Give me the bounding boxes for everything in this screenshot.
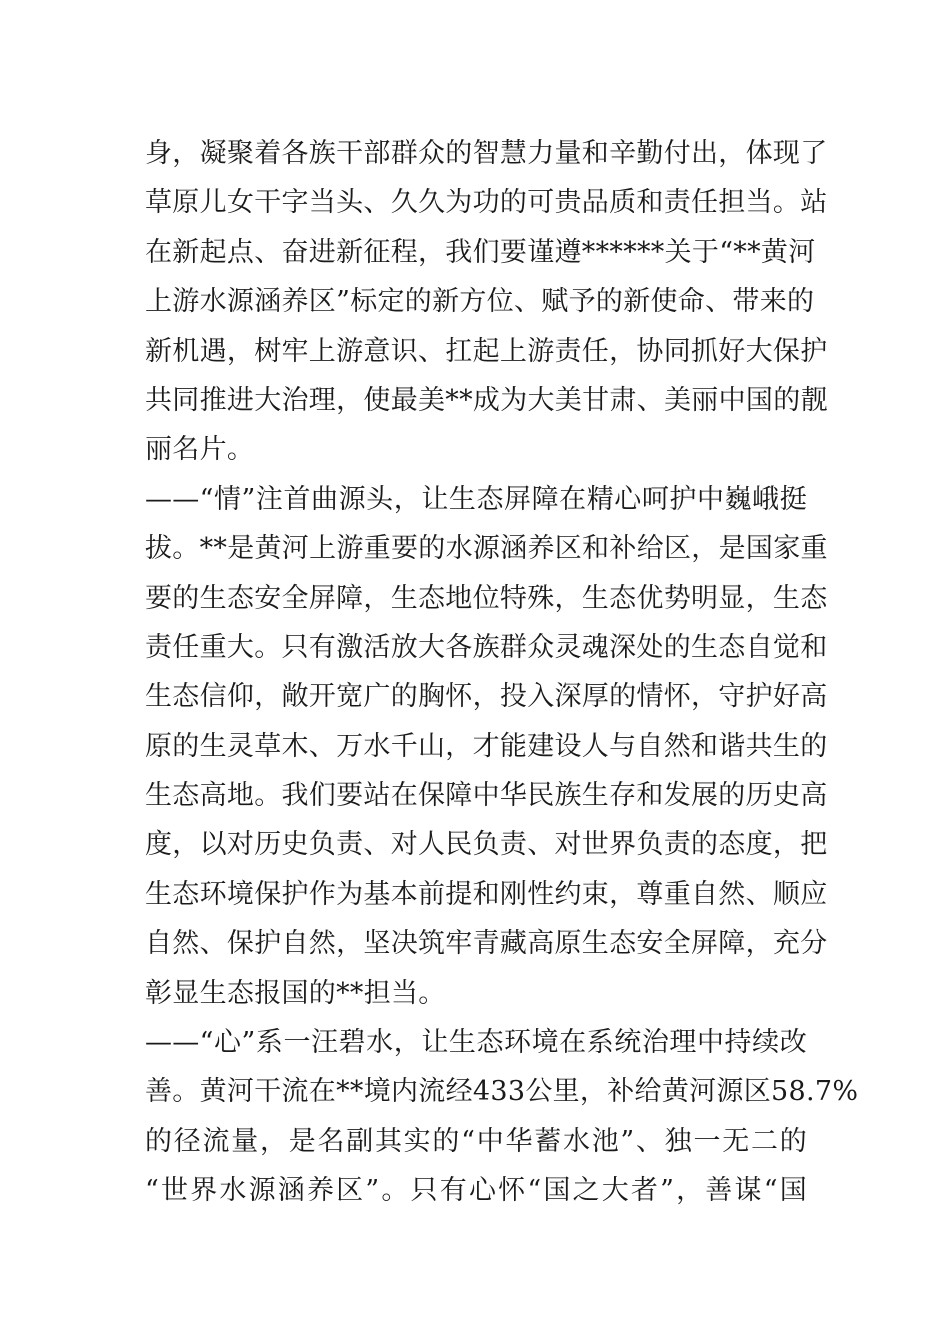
text-line: “世界水源涵养区”。只有心怀“国之大者”，善谋“国 (145, 1175, 807, 1207)
text-line: 生态信仰，敞开宽广的胸怀，投入深厚的情怀，守护好高 (145, 681, 828, 713)
body-text (145, 129, 859, 1216)
text-line: ——“心”系一汪碧水，让生态环境在系统治理中持续改 (145, 1027, 807, 1059)
text-line: 新机遇，树牢上游意识、扛起上游责任，协同抓好大保护 (145, 335, 828, 367)
text-line: 草原儿女干字当头、久久为功的可贵品质和责任担当。站 (145, 187, 828, 219)
text-line: 要的生态安全屏障，生态地位特殊，生态优势明显，生态 (145, 582, 828, 614)
text-line: 生态高地。我们要站在保障中华民族生存和发展的历史高 (145, 780, 828, 812)
text-line: 拔。**是黄河上游重要的水源涵养区和补给区，是国家重 (145, 533, 828, 565)
text-line: 善。黄河干流在**境内流经433公里，补给黄河源区58.7% (145, 1076, 859, 1108)
text-line: 丽名片。 (145, 434, 255, 466)
text-line: 共同推进大治理，使最美**成为大美甘肃、美丽中国的靓 (145, 384, 828, 416)
text-line: 生态环境保护作为基本前提和刚性约束，尊重自然、顺应 (145, 878, 828, 910)
text-line: ——“情”注首曲源头，让生态屏障在精心呵护中巍峨挺 (145, 483, 807, 515)
text-line: 彰显生态报国的**担当。 (145, 977, 446, 1009)
text-line: 原的生灵草木、万水千山，才能建设人与自然和谐共生的 (145, 730, 828, 762)
text-line: 责任重大。只有激活放大各族群众灵魂深处的生态自觉和 (145, 631, 828, 663)
text-line: 的径流量，是名副其实的“中华蓄水池”、独一无二的 (145, 1125, 807, 1157)
text-line: 身，凝聚着各族干部群众的智慧力量和辛勤付出，体现了 (145, 138, 828, 169)
text-line: 度，以对历史负责、对人民负责、对世界负责的态度，把 (145, 829, 828, 861)
text-line: 在新起点、奋进新征程，我们要谨遵******关于“**黄河 (145, 236, 816, 268)
text-line: 自然、保护自然，坚决筑牢青藏高原生态安全屏障，充分 (145, 928, 828, 960)
text-line: 上游水源涵养区”标定的新方位、赋予的新使命、带来的 (145, 286, 815, 318)
